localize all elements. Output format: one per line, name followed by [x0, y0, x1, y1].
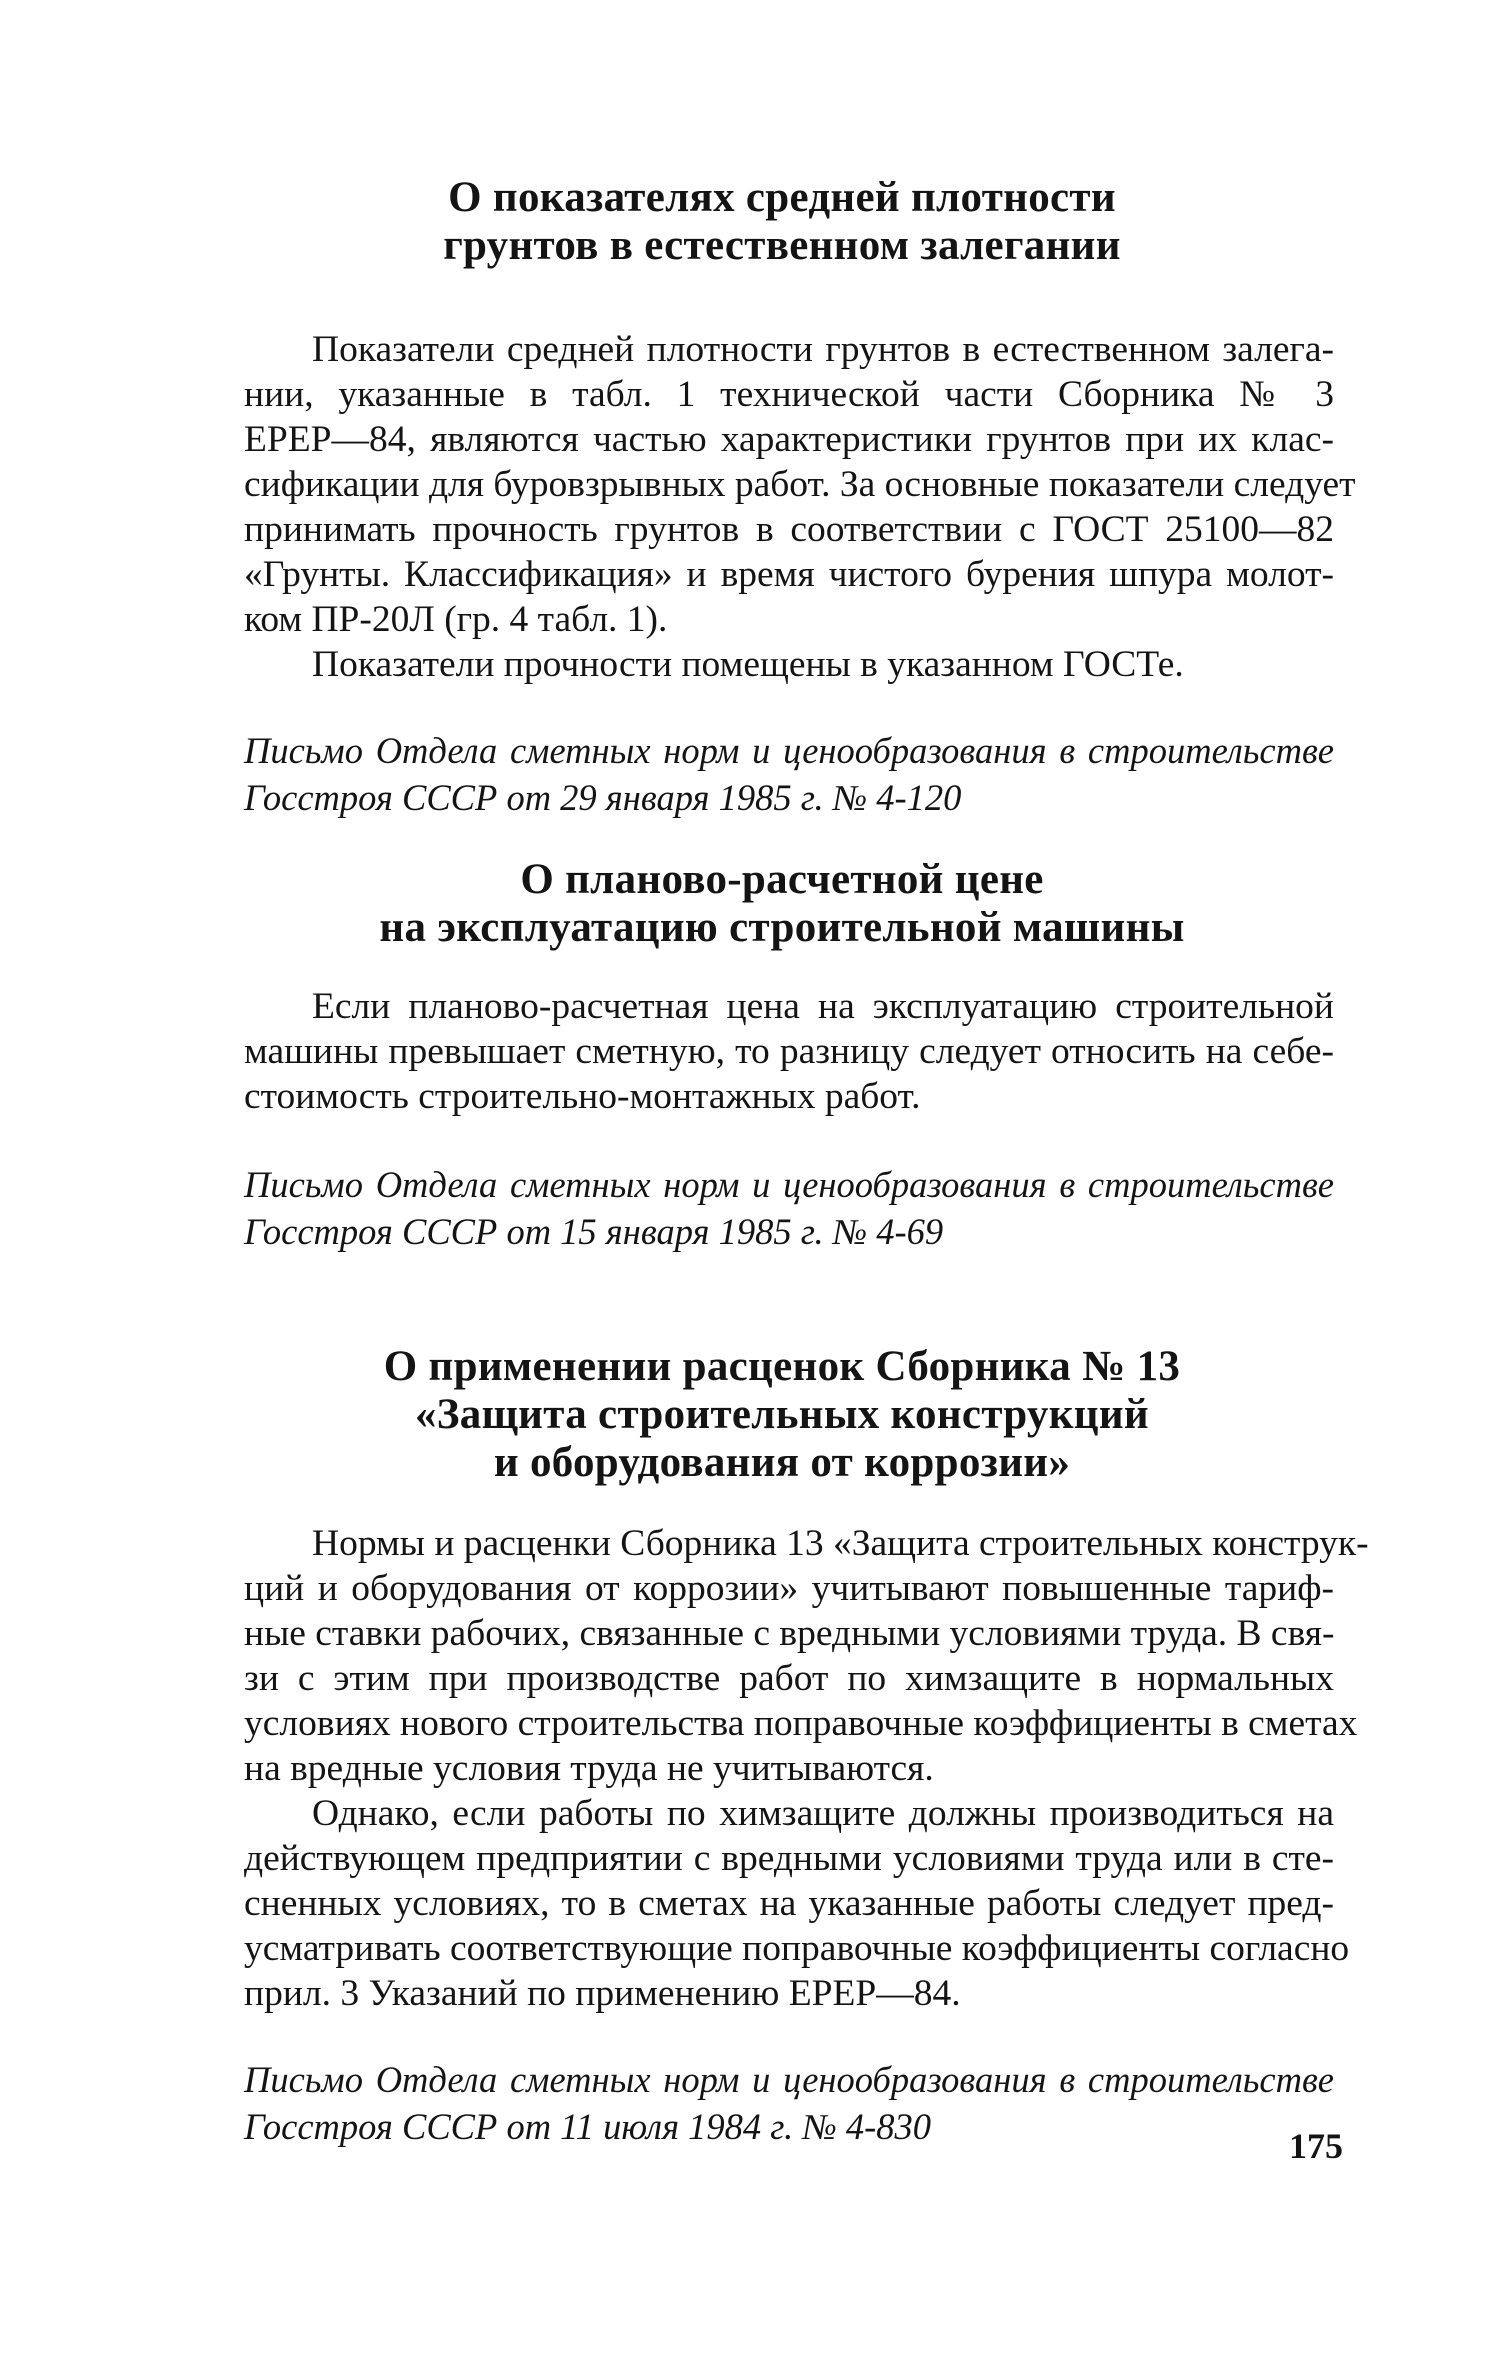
paragraph: [244, 327, 1356, 687]
text-line: действующем предприятии с вредными условиями труда или в сте-: [244, 1838, 1334, 1879]
heading-line: О применении расценок Сборника № 13: [383, 1343, 1181, 1390]
paragraph: [244, 1791, 1350, 2016]
text-line: Нормы и расценки Сборника 13 «Защита строительных конструк-: [312, 1523, 1369, 1564]
page-number: 175: [1289, 2126, 1343, 2166]
text-line: усматривать соответствующие поправочные коэффициенты согласно: [244, 1928, 1350, 1969]
citation-line: Письмо Отдела сметных норм и ценообразования в строительстве: [244, 730, 1334, 771]
text-line: принимать прочность грунтов в соответствии с ГОСТ 25100—82: [244, 509, 1334, 550]
citation-line: Госстроя СССР от 15 января 1985 г. № 4-69: [244, 1211, 944, 1252]
text-line: Если планово-расчетная цена на эксплуатацию строительной: [312, 986, 1334, 1027]
section-collection-13: [244, 1343, 1369, 2150]
text-line: на вредные условия труда не учитываются.: [244, 1748, 934, 1789]
source-citation: [244, 727, 1334, 821]
citation-line: Госстроя СССР от 29 января 1985 г. № 4-120: [244, 777, 962, 818]
paragraph: [244, 1521, 1369, 2016]
text-line: стоимость строительно-монтажных работ.: [244, 1076, 921, 1117]
section-heading: [230, 174, 1334, 270]
citation-line: Письмо Отдела сметных норм и ценообразования в строительстве: [244, 2059, 1334, 2100]
paragraph: [244, 984, 1334, 1119]
heading-line: О планово-расчетной цене: [520, 856, 1044, 903]
text-line: «Грунты. Классификация» и время чистого бурения шпура молот-: [244, 554, 1334, 595]
citation-line: Письмо Отдела сметных норм и ценообразования в строительстве: [244, 1164, 1334, 1205]
section-heading: [230, 1343, 1334, 1487]
text-line: Показатели прочности помещены в указанном ГОСТе.: [312, 644, 1184, 685]
text-line: условиях нового строительства поправочные коэффициенты в сметах: [244, 1703, 1358, 1744]
text-line: ций и оборудования от коррозии» учитывают повышенные тариф-: [244, 1568, 1334, 1609]
text-line: ЕРЕР—84, являются частью характеристики грунтов при их клас-: [244, 419, 1334, 460]
section-machine-price: [244, 856, 1334, 1255]
text-line: Однако, если работы по химзащите должны производиться на: [312, 1793, 1334, 1834]
text-line: ком ПР-20Л (гр. 4 табл. 1).: [244, 599, 668, 640]
heading-line: О показателях средней плотности: [448, 174, 1116, 221]
heading-line: «Защита строительных конструкций: [414, 1391, 1150, 1438]
section-soil-density: [244, 174, 1356, 821]
text-line: сненных условиях, то в сметах на указанные работы следует пред-: [244, 1883, 1334, 1924]
paragraph: [244, 642, 1334, 687]
text-line: прил. 3 Указаний по применению ЕРЕР—84.: [244, 1973, 961, 2014]
text-line: зи с этим при производстве работ по химзащите в нормальных: [244, 1658, 1334, 1699]
source-citation: [244, 2056, 1334, 2150]
text-line: ные ставки рабочих, связанные с вредными условиями труда. В свя-: [244, 1613, 1335, 1654]
text-line: Показатели средней плотности грунтов в естественном залега-: [312, 329, 1334, 370]
source-citation: [244, 1161, 1334, 1255]
heading-line: и оборудования от коррозии»: [493, 1439, 1071, 1486]
text-line: сификации для буровзрывных работ. За основные показатели следует: [244, 464, 1356, 505]
citation-line: Госстроя СССР от 11 июля 1984 г. № 4-830: [244, 2106, 932, 2147]
text-line: машины превышает сметную, то разницу следует относить на себе-: [244, 1031, 1334, 1072]
heading-line: на эксплуатацию строительной машины: [379, 904, 1185, 951]
text-line: нии, указанные в табл. 1 технической части Сборника № 3: [244, 374, 1334, 415]
heading-line: грунтов в естественном залегании: [443, 222, 1121, 269]
section-heading: [230, 856, 1334, 952]
